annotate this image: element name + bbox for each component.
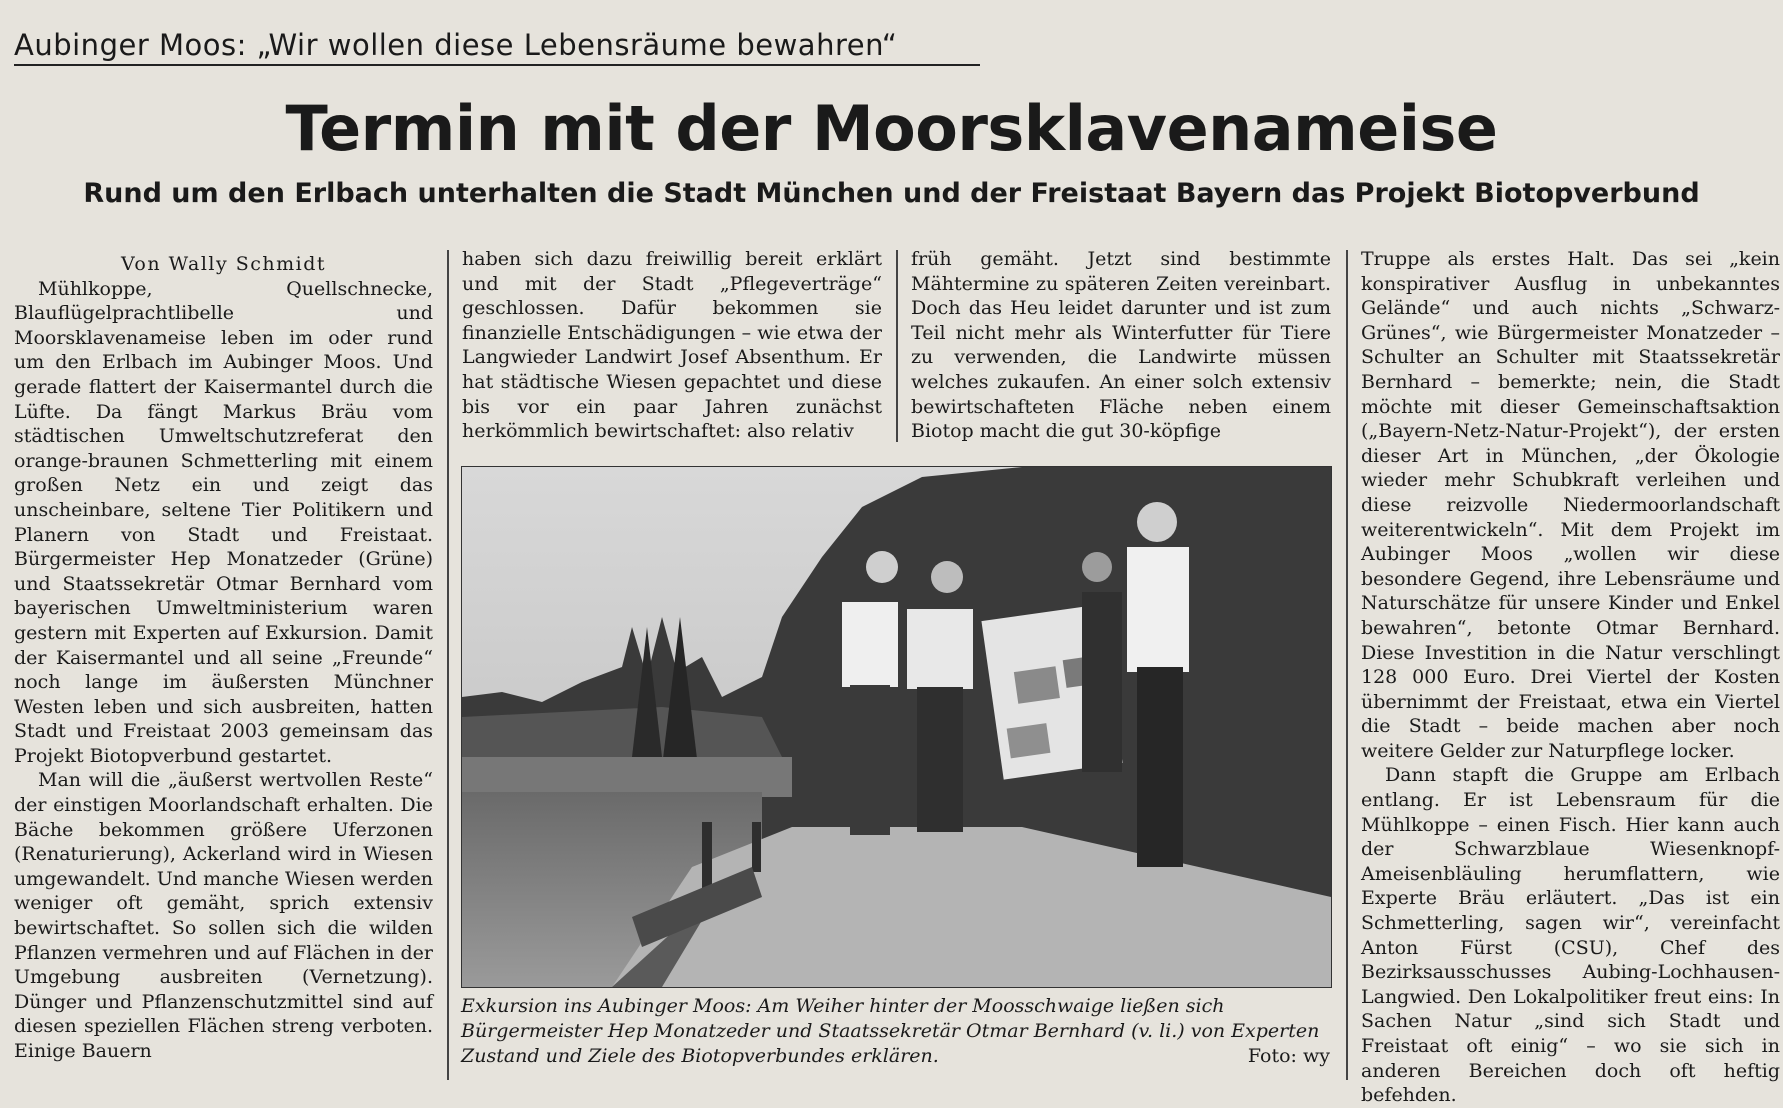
photo-caption bbox=[461, 994, 1330, 1069]
article-photo bbox=[461, 466, 1332, 988]
article-column-2 bbox=[462, 247, 882, 444]
column-rule bbox=[896, 250, 898, 442]
article-column-1 bbox=[14, 252, 433, 1064]
photo-credit: Foto: wy bbox=[1247, 1045, 1330, 1067]
caption-text: Exkursion ins Aubinger Moos: Am Weiher hinter der Moosschwaige ließen sich Bürgermeister Hep Monatzeder und Staatssekretär Otmar Bernhard (v. li.) von Experten Zustand und Ziele des Biotopverbundes erklären. bbox=[461, 995, 1320, 1067]
paragraph: Dann stapft die Gruppe am Erlbach entlang. Er ist Lebensraum für die Mühlkoppe – einen Fisch. Hier kann auch der Schwarzblaue Wiesenknopf-Ameisenbläuling herumflattern, wie Experte Bräu erläutert. „Das ist ein Schmetterling, sagen wir“, vereinfacht Anton Fürst (CSU), Chef des Bezirksausschusses Aubing-Lochhausen-Langwied. Den Lokalpolitiker freut eins: In Sachen Natur „sind sich Stadt und Freistaat oft einig“ – wo sie sich in anderen Bereichen doch oft heftig befehden. bbox=[1361, 764, 1780, 1107]
byline: Von Wally Schmidt bbox=[120, 253, 327, 275]
headline: Termin mit der Moorsklavenameise bbox=[285, 92, 1498, 165]
paragraph: früh gemäht. Jetzt sind bestimmte Mähtermine zu späteren Zeiten vereinbart. Doch das Heu leidet darunter und ist zum Teil nicht mehr als Winterfutter für Tiere zu verwenden, die Landwirte müssen welches zukaufen. An einer solch extensiv bewirtschafteten Fläche neben einem Biotop macht die gut 30-köpfige bbox=[911, 248, 1331, 443]
paragraph: Mühlkoppe, Quellschnecke, Blauflügelprachtlibelle und Moorsklavenameise leben im oder rund um den Erlbach im Aubinger Moos. Und gerade flattert der Kaisermantel durch die Lüfte. Da fängt Markus Bräu vom städtischen Umweltschutzreferat den orange-braunen Schmetterling mit einem großen Netz ein und zeigt das unscheinbare, seltene Tier Politikern und Planern von Stadt und Freistaat. Bürgermeister Hep Monatzeder (Grüne) und Staatssekretär Otmar Bernhard vom bayerischen Umweltministerium waren gestern mit Experten auf Exkursion. Damit der Kaisermantel und all seine „Freunde“ noch lange im äußersten Münchner Westen leben und sich ausbreiten, hatten Stadt und Freistaat 2003 gemeinsam das Projekt Biotopverbund gestartet. bbox=[14, 277, 433, 767]
paragraph: Man will die „äußerst wertvollen Reste“ der einstigen Moorlandschaft erhalten. Die Bäche bekommen größere Uferzonen (Renaturierung), Ackerland wird in Wiesen umgewandelt. Und manche Wiesen werden weniger oft gemäht, sprich extensiv bewirtschaftet. So sollen sich die wilden Pflanzen vermehren und auf Flächen in der Umgebung ausbreiten (Vernetzung). Dünger und Pflanzenschutzmittel sind auf diesen speziellen Flächen streng verboten. Einige Bauern bbox=[14, 769, 433, 1062]
article-column-4 bbox=[1361, 247, 1780, 1108]
column-rule bbox=[1346, 250, 1348, 1080]
paragraph: haben sich dazu freiwillig bereit erklärt und mit der Stadt „Pflegeverträge“ geschlossen. Dafür bekommen sie finanzielle Entschädigungen – wie etwa der Langwieder Landwirt Josef Absenthum. Er hat städtische Wiesen gepachtet und diese bis vor ein paar Jahren zunächst herkömmlich bewirtschaftet: also relativ bbox=[462, 248, 882, 443]
article-column-3 bbox=[911, 247, 1331, 444]
subheadline: Rund um den Erlbach unterhalten die Stadt München und der Freistaat Bayern das Projekt Biotopverbund bbox=[83, 178, 1700, 209]
column-rule bbox=[447, 250, 449, 1080]
paragraph: Truppe als erstes Halt. Das sei „kein konspirativer Ausflug in unbekanntes Gelände“ und auch nichts „Schwarz-Grünes“, wie Bürgermeister Monatzeder – Schulter an Schulter mit Staatssekretär Bernhard – bemerkte; nein, die Stadt möchte mit dieser Gemeinschaftsaktion („Bayern-Netz-Natur-Projekt“), der ersten dieser Art in München, „der Ökologie wieder mehr Schubkraft verleihen und diese reizvolle Niedermoorlandschaft weiterentwickeln“. Mit dem Projekt im Aubinger Moos „wollen wir diese besondere Gegend, ihre Lebensräume und Naturschätze für unsere Kinder und Enkel bewahren“, betonte Otmar Bernhard. Diese Investition in die Natur verschlingt 128 000 Euro. Drei Viertel der Kosten übernimmt der Freistaat, etwa ein Viertel die Stadt – beide machen aber noch weitere Gelder zur Naturpflege locker. bbox=[1361, 248, 1780, 762]
photo-illustration bbox=[462, 467, 1331, 987]
kicker: Aubinger Moos: „Wir wollen diese Lebensräume bewahren“ bbox=[14, 28, 980, 66]
